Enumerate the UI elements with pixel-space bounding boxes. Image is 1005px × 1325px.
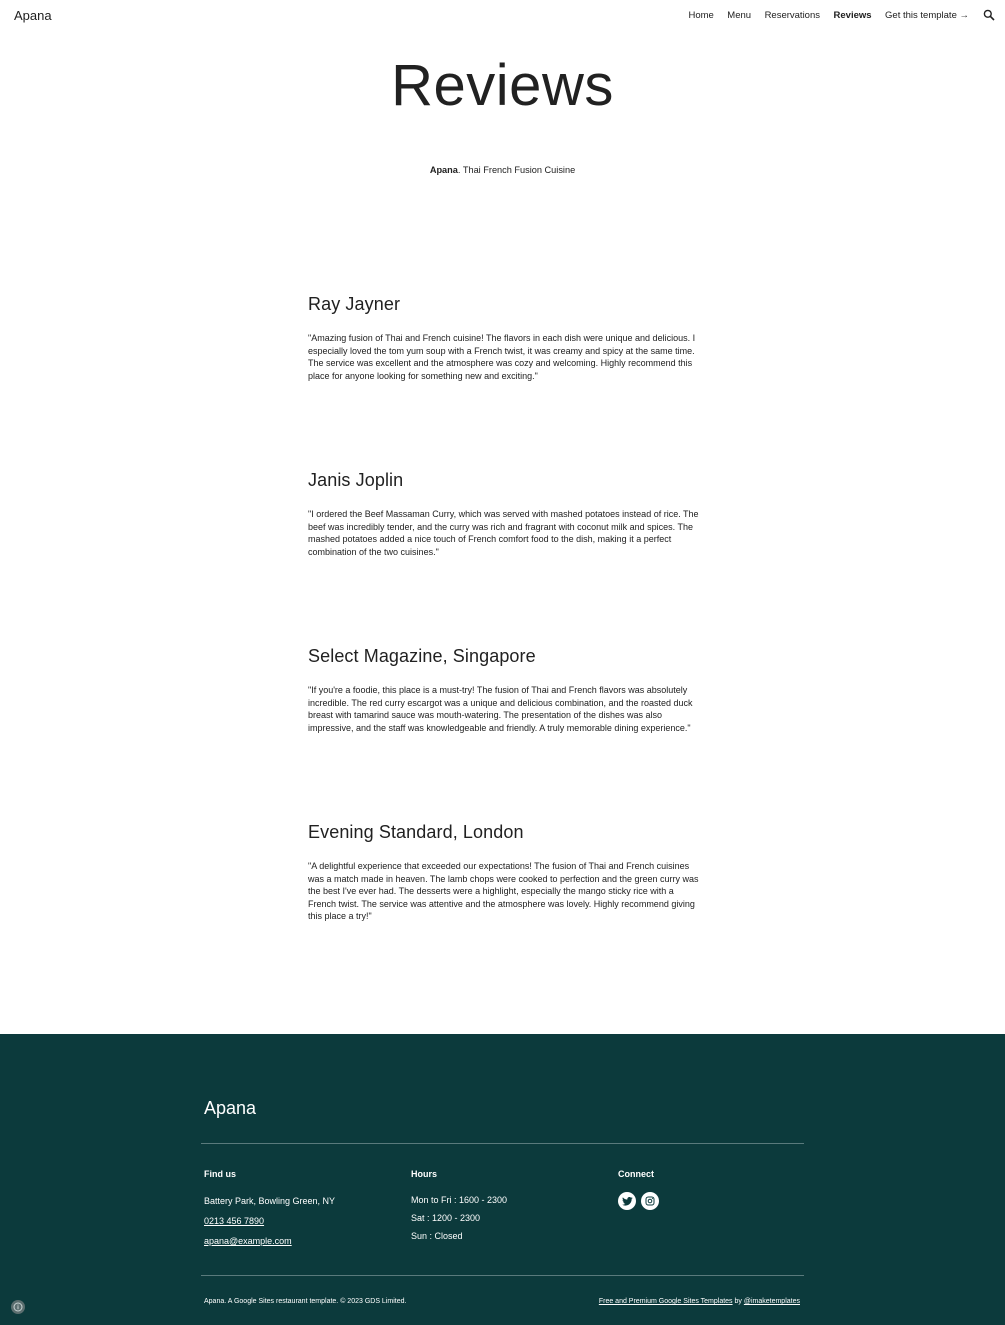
phone-link[interactable]: 0213 456 7890 [204,1216,265,1226]
hours-weekdays: Mon to Fri : 1600 - 2300 [411,1195,508,1205]
site-name-link[interactable]: Apana [14,8,52,23]
nav-get-template[interactable]: Get this template → [885,9,969,21]
review-text: "If you're a foodie, this place is a must-try! The fusion of Thai and French flavors was absolutely incredible. The red curry escargot was a unique and delicious combination, and the roasted duck breast with tamarind sauce was mouth-watering. The presentation of the dishes was also impressive, and the staff was knowledgeable and friendly. A truly memorable dining experience." [308,685,693,733]
review-select-magazine [308,646,700,734]
nav-reviews[interactable]: Reviews [833,9,872,21]
main-nav [675,9,995,21]
review-evening-standard [308,822,700,923]
email-link[interactable]: apana@example.com [204,1236,292,1246]
hours-saturday: Sat : 1200 - 2300 [411,1213,481,1223]
nav-home[interactable]: Home [688,9,714,21]
instagram-icon[interactable] [641,1192,659,1210]
twitter-icon[interactable] [618,1192,636,1210]
hours-column [411,1169,601,1241]
review-text: "Amazing fusion of Thai and French cuisine! The flavors in each dish were unique and delicious. I especially loved the tom yum soup with a French twist, it was creamy and spicy at the same time. The service was excellent and the atmosphere was cozy and welcoming. Highly recommend this place for anyone looking for something new and exciting." [308,333,696,381]
credits [599,1298,800,1305]
hours-heading: Hours [411,1169,438,1179]
hours-sunday: Sun : Closed [411,1231,463,1241]
search-icon[interactable] [983,9,995,21]
footer [0,1034,1005,1325]
page-title: Reviews [391,53,614,118]
review-author: Evening Standard, London [308,822,524,842]
tagline-text: . Thai French Fusion Cuisine [457,165,576,175]
find-us-column [204,1169,394,1246]
info-icon[interactable] [11,1300,25,1314]
social-links [618,1192,808,1210]
review-janis-joplin [308,470,700,558]
footer-divider-top [201,1143,804,1144]
footer-divider-bottom [201,1275,804,1276]
author-link[interactable]: @imaketemplates [743,1298,800,1305]
tagline-brand: Apana [429,165,458,175]
copyright-text: Apana. A Google Sites restaurant template. © 2023 GDS Limited. [204,1298,407,1305]
top-bar [0,0,1005,30]
review-text: "A delightful experience that exceeded our expectations! The fusion of Thai and French cuisines was a match made in heaven. The lamb chops were cooked to perfection and the green curry was the best I've ever had. The desserts were a highlight, especially the mango sticky rice with a French twist. The service was attentive and the atmosphere was lovely. Highly recommend giving this place a try!" [308,861,699,922]
find-us-heading: Find us [204,1169,236,1179]
review-author: Ray Jayner [308,294,401,314]
connect-heading: Connect [618,1169,654,1179]
review-ray-jayner [308,294,700,382]
credits-by: by [732,1298,744,1305]
review-author: Janis Joplin [308,470,404,490]
connect-column [618,1169,808,1210]
nav-reservations[interactable]: Reservations [764,9,821,21]
address-text: Battery Park, Bowling Green, NY [204,1196,336,1206]
review-text: "I ordered the Beef Massaman Curry, which was served with mashed potatoes instead of rice. The beef was incredibly tender, and the curry was rich and fragrant with coconut milk and spices. The mashed potatoes added a nice touch of French comfort food to the dish, making it a perfect combination of the two cuisines." [308,509,699,557]
footer-brand: Apana [204,1098,257,1118]
tagline [0,165,1005,175]
templates-link[interactable]: Free and Premium Google Sites Templates [598,1298,733,1305]
review-author: Select Magazine, Singapore [308,646,536,666]
nav-menu[interactable]: Menu [727,9,752,21]
